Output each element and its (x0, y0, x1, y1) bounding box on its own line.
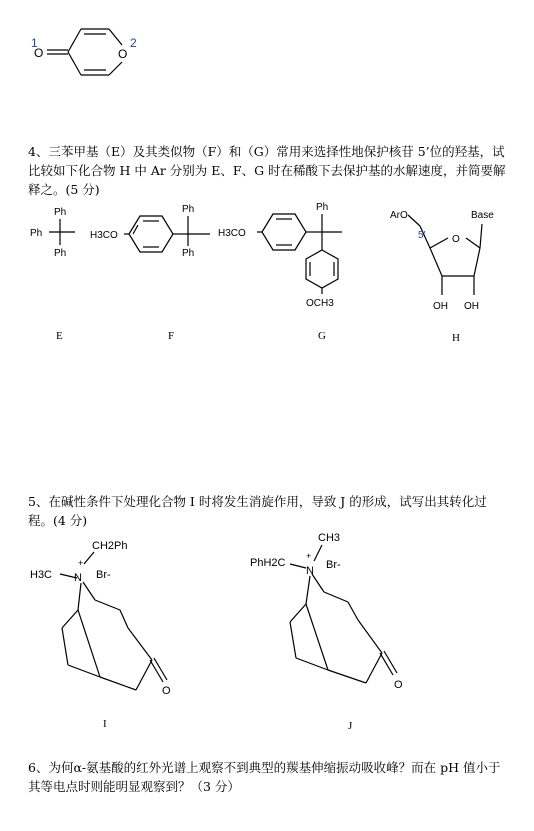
question-4: 4、三苯甲基（E）及其类似物（F）和（G）常用来选择性地保护核苷 5’位的羟基，试比较如下化合物 H 中 Ar 分别为 E、F、G 时在稀酸下去保护基的水解速度，并简要解释之。(5 分) (28, 144, 506, 197)
caption-e: E (56, 330, 63, 342)
h-ring-oxygen: O (452, 234, 460, 245)
h-oh-left: OH (433, 301, 448, 312)
caption-h: H (452, 332, 460, 344)
question-6: 6、为何α-氨基酸的红外光谱上观察不到典型的羰基伸缩振动吸收峰？而在 pH 值小于其等电点时则能明显观察到？（3 分） (28, 760, 501, 794)
i-ketone-oxygen: O (162, 685, 171, 697)
caption-f: F (168, 330, 175, 342)
j-plus-charge: + (306, 551, 312, 561)
i-plus-charge: + (78, 558, 84, 568)
caption-i: I (103, 718, 107, 730)
f-h3co: H3CO (90, 230, 118, 241)
locant-2: 2 (130, 36, 137, 50)
caption-j: J (348, 720, 353, 732)
j-nitrogen: N (306, 565, 314, 577)
e-ph-left: Ph (30, 228, 43, 239)
compound-g-structure (257, 214, 342, 294)
compound-h-structure (408, 215, 482, 295)
h-aro: ArO (390, 210, 408, 221)
f-ph-top: Ph (182, 204, 195, 215)
e-ph-bottom: Ph (54, 248, 67, 259)
compound-f-structure (124, 216, 210, 252)
i-bromide: Br- (96, 569, 111, 581)
j-phh2c: PhH2C (250, 557, 286, 569)
g-h3co: H3CO (218, 228, 246, 239)
h-five-prime: 5' (418, 230, 426, 241)
i-h3c: H3C (30, 569, 53, 581)
pyranone-structure (47, 29, 122, 75)
compound-e-structure (49, 219, 75, 245)
f-ph-bottom: Ph (182, 248, 195, 259)
question-5: 5、在碱性条件下处理化合物 I 时将发生消旋作用，导致 J 的形成，试写出其转化过程。(4 分) (28, 494, 487, 528)
i-nitrogen: N (74, 572, 82, 584)
h-base: Base (471, 210, 494, 221)
j-ch3: CH3 (318, 532, 341, 544)
g-ph-top: Ph (316, 202, 329, 213)
i-ch2ph: CH2Ph (92, 540, 128, 552)
e-ph-top: Ph (54, 207, 67, 218)
j-ketone-oxygen: O (394, 679, 403, 691)
j-bromide: Br- (326, 559, 341, 571)
locant-1: 1 (31, 36, 38, 50)
caption-g: G (318, 330, 326, 342)
carbonyl-oxygen: O (34, 46, 44, 60)
g-och3: OCH3 (306, 298, 334, 309)
ring-oxygen: O (118, 47, 128, 61)
h-oh-right: OH (464, 301, 479, 312)
